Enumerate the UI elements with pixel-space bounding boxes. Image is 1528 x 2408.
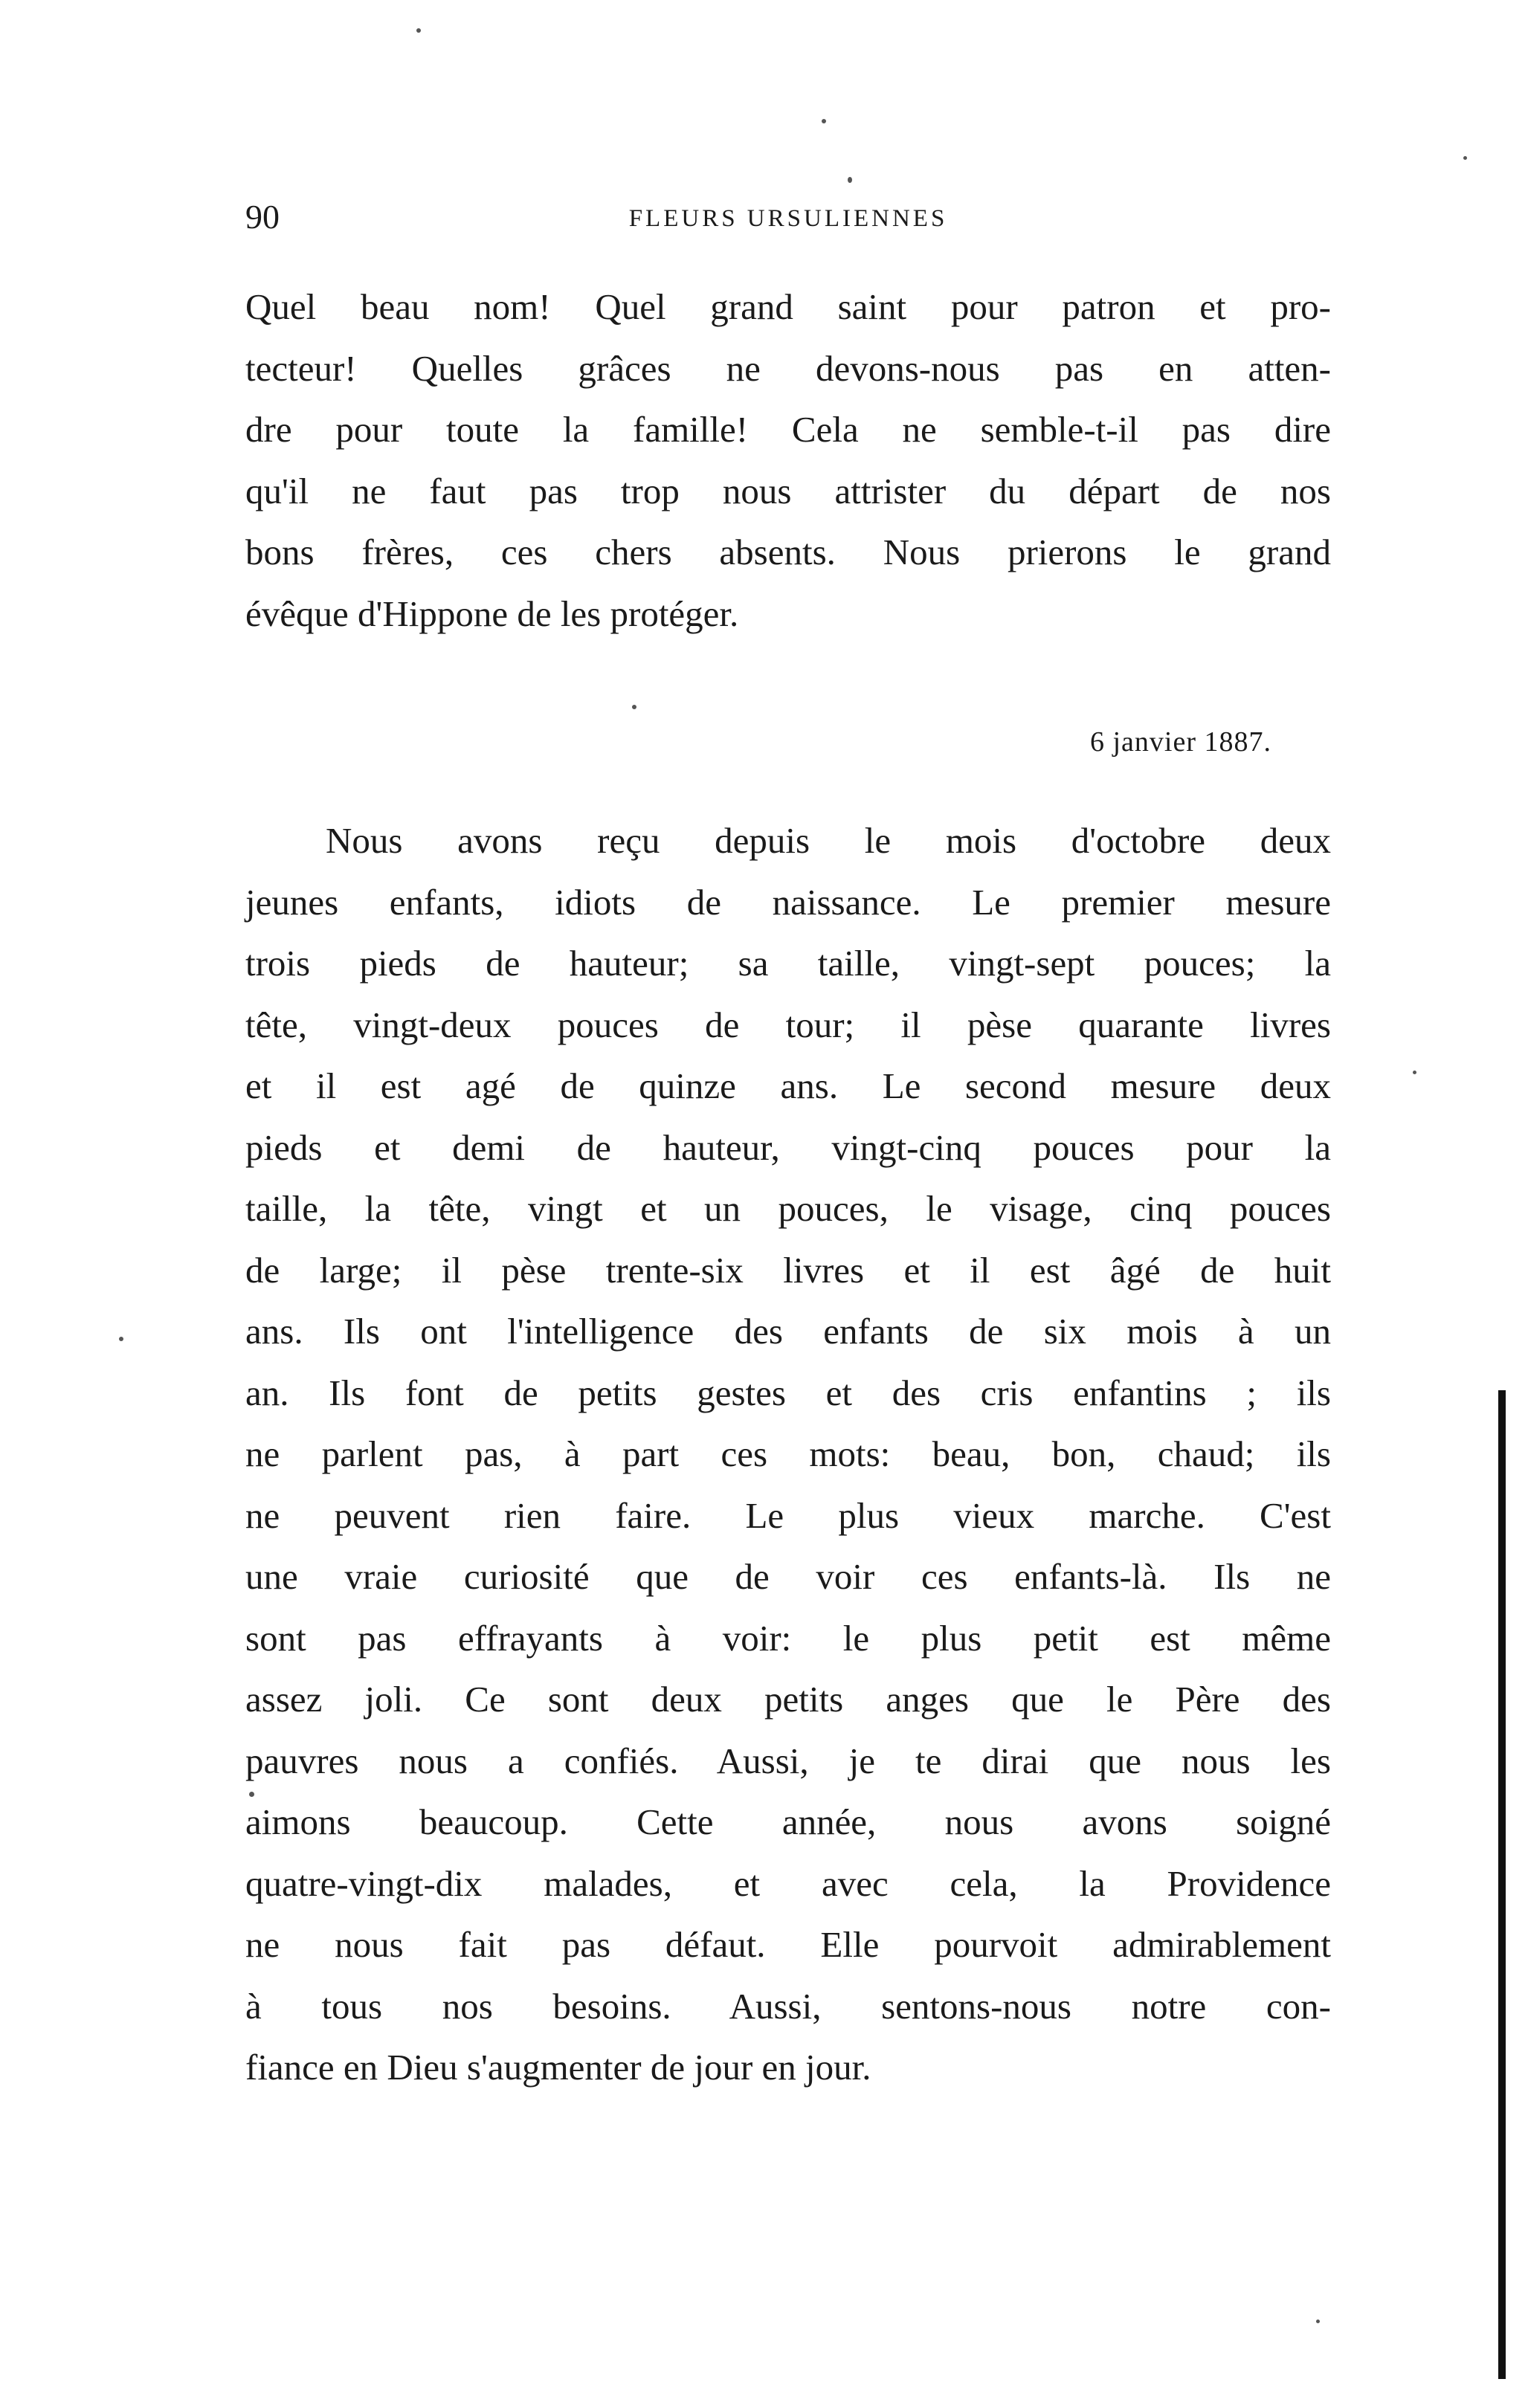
text-line: Nous avons reçu depuis le mois d'octobre deux [326,820,1331,861]
text-line: Quel beau nom! Quel grand saint pour patron et pro- [245,286,1331,327]
text-line: quatre-vingt-dix malades, et avec cela, la Providence [245,1862,1331,1904]
text-line: tête, vingt-deux pouces de tour; il pèse quarante livres [245,1004,1331,1045]
text-line: à tous nos besoins. Aussi, sentons-nous notre con- [245,1985,1331,2027]
scan-edge-shadow [1498,1390,1506,2379]
page-header [245,195,1331,239]
scan-speck [848,177,852,183]
text-line: ne nous fait pas défaut. Elle pourvoit admirablement [245,1924,1331,1965]
text-line: évêque d'Hippone de les protéger. [245,593,739,634]
text-line: an. Ils font de petits gestes et des cris enfantins ; ils [245,1372,1331,1413]
text-line: assez joli. Ce sont deux petits anges que le Père des [245,1679,1331,1720]
text-line: ne parlent pas, à part ces mots: beau, bon, chaud; ils [245,1433,1331,1474]
text-line: sont pas effrayants à voir: le plus petit est même [245,1617,1331,1659]
text-line: et il est agé de quinze ans. Le second mesure deux [245,1065,1331,1106]
page-number: 90 [245,198,280,236]
scan-speck [249,1792,254,1797]
scan-speck [416,28,421,33]
text-line: fiance en Dieu s'augmenter de jour en jour. [245,2047,871,2088]
text-line: taille, la tête, vingt et un pouces, le visage, cinq pouces [245,1188,1331,1229]
text-line: aimons beaucoup. Cette année, nous avons soigné [245,1801,1331,1842]
paragraph-1 [245,277,1331,645]
scan-speck [822,119,826,123]
scan-speck [1316,2320,1320,2323]
paragraph-2 [245,810,1331,2099]
scan-speck [119,1337,123,1341]
text-line: pieds et demi de hauteur, vingt-cinq pouces pour la [245,1126,1331,1168]
text-line: ans. Ils ont l'intelligence des enfants de six mois à un [245,1311,1331,1352]
text-line: qu'il ne faut pas trop nous attrister du départ de nos [245,470,1331,511]
text-line: ne peuvent rien faire. Le plus vieux marche. C'est [245,1494,1331,1536]
letter-date: 6 janvier 1887. [1089,726,1271,758]
text-line: une vraie curiosité que de voir ces enfants-là. Ils ne [245,1556,1331,1597]
text-line: pauvres nous a confiés. Aussi, je te dirai que nous les [245,1740,1331,1781]
text-line: trois pieds de hauteur; sa taille, vingt-sept pouces; la [245,943,1331,984]
text-line: jeunes enfants, idiots de naissance. Le premier mesure [245,881,1331,923]
text-line: bons frères, ces chers absents. Nous prierons le grand [245,532,1331,572]
text-line: dre pour toute la famille! Cela ne semble-t-il pas dire [245,409,1331,450]
running-title: FLEURS URSULIENNES [628,205,948,232]
text-line: de large; il pèse trente-six livres et il est âgé de huit [245,1249,1331,1291]
scan-speck [1463,156,1467,160]
scan-speck [1413,1071,1416,1074]
text-line: tecteur! Quelles grâces ne devons-nous pas en atten- [245,347,1331,389]
scan-speck [632,705,636,709]
